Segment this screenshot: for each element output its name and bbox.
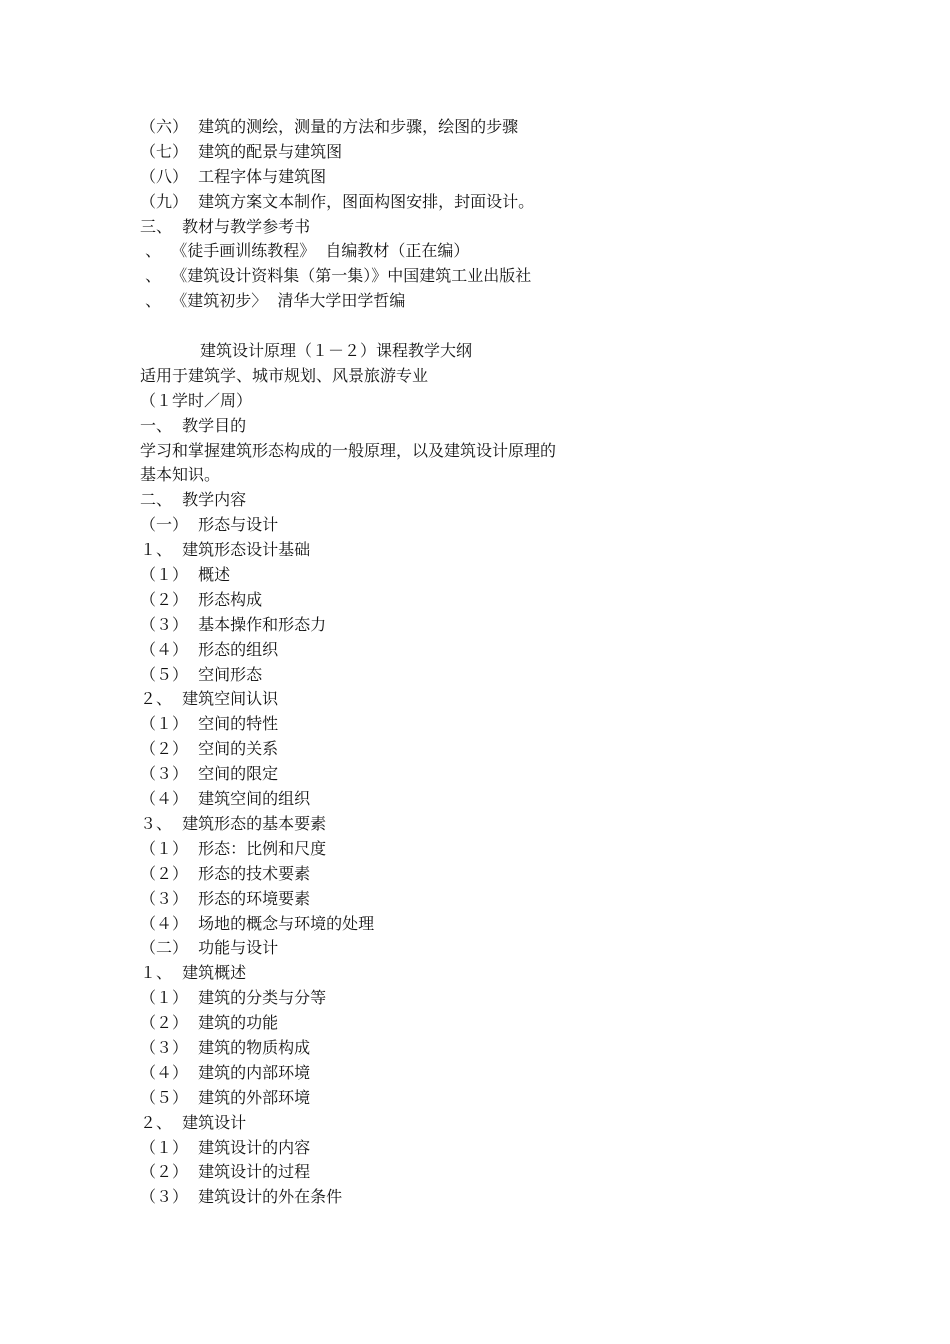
document-title: 建筑设计原理（１－２）课程教学大纲 <box>200 341 473 361</box>
reference-item: 、 《建筑初步〉 清华大学田学哲编 <box>140 291 406 311</box>
list-item: （１） 建筑设计的内容 <box>140 1137 311 1157</box>
list-item: （１） 形态：比例和尺度 <box>140 838 327 858</box>
reference-item: 、 《建筑设计资料集（第一集）》中国建筑工业出版社 <box>140 266 532 286</box>
list-item: （八） 工程字体与建筑图 <box>140 166 327 186</box>
list-item: （２） 空间的关系 <box>140 739 279 759</box>
reference-item: 、 《徒手画训练教程》 自编教材（正在编） <box>140 241 470 261</box>
list-item: （１） 建筑的分类与分等 <box>140 988 327 1008</box>
section-heading-content: 二、 教学内容 <box>140 490 247 510</box>
purpose-text: 基本知识。 <box>140 465 221 485</box>
list-item: ２、 建筑设计 <box>140 1112 247 1132</box>
blank-line <box>140 314 840 339</box>
list-item: １、 建筑概述 <box>140 963 247 983</box>
list-item: （一） 形态与设计 <box>140 515 279 535</box>
list-item: （２） 建筑设计的过程 <box>140 1162 311 1182</box>
list-item: （１） 空间的特性 <box>140 714 279 734</box>
list-item: （５） 空间形态 <box>140 664 263 684</box>
document-page <box>140 115 840 1210</box>
applies-to: 适用于建筑学、城市规划、风景旅游专业 <box>140 365 429 385</box>
list-item: （３） 建筑的物质构成 <box>140 1037 311 1057</box>
list-item: ３、 建筑形态的基本要素 <box>140 813 327 833</box>
list-item: （４） 建筑空间的组织 <box>140 789 311 809</box>
list-item: （七） 建筑的配景与建筑图 <box>140 141 343 161</box>
list-item: １、 建筑形态设计基础 <box>140 540 311 560</box>
credit-hours: （１学时／周） <box>140 390 253 410</box>
list-item: ２、 建筑空间认识 <box>140 689 279 709</box>
list-item: （３） 建筑设计的外在条件 <box>140 1187 343 1207</box>
list-item: （２） 形态的技术要素 <box>140 863 311 883</box>
list-item: （３） 形态的环境要素 <box>140 888 311 908</box>
list-item: （４） 建筑的内部环境 <box>140 1062 311 1082</box>
section-heading-references: 三、 教材与教学参考书 <box>140 216 311 236</box>
purpose-text: 学习和掌握建筑形态构成的一般原理，以及建筑设计原理的 <box>140 440 557 460</box>
list-item: （５） 建筑的外部环境 <box>140 1087 311 1107</box>
list-item: （１） 概述 <box>140 565 231 585</box>
list-item: （３） 空间的限定 <box>140 764 279 784</box>
list-item: （六） 建筑的测绘，测量的方法和步骤，绘图的步骤 <box>140 117 519 136</box>
section-heading-purpose: 一、 教学目的 <box>140 415 247 435</box>
list-item: （２） 形态构成 <box>140 589 263 609</box>
list-item: （九） 建筑方案文本制作，图面构图安排，封面设计。 <box>140 191 535 211</box>
list-item: （二） 功能与设计 <box>140 938 279 958</box>
list-item: （４） 形态的组织 <box>140 639 279 659</box>
list-item: （３） 基本操作和形态力 <box>140 614 327 634</box>
list-item: （２） 建筑的功能 <box>140 1013 279 1033</box>
list-item: （４） 场地的概念与环境的处理 <box>140 913 375 933</box>
